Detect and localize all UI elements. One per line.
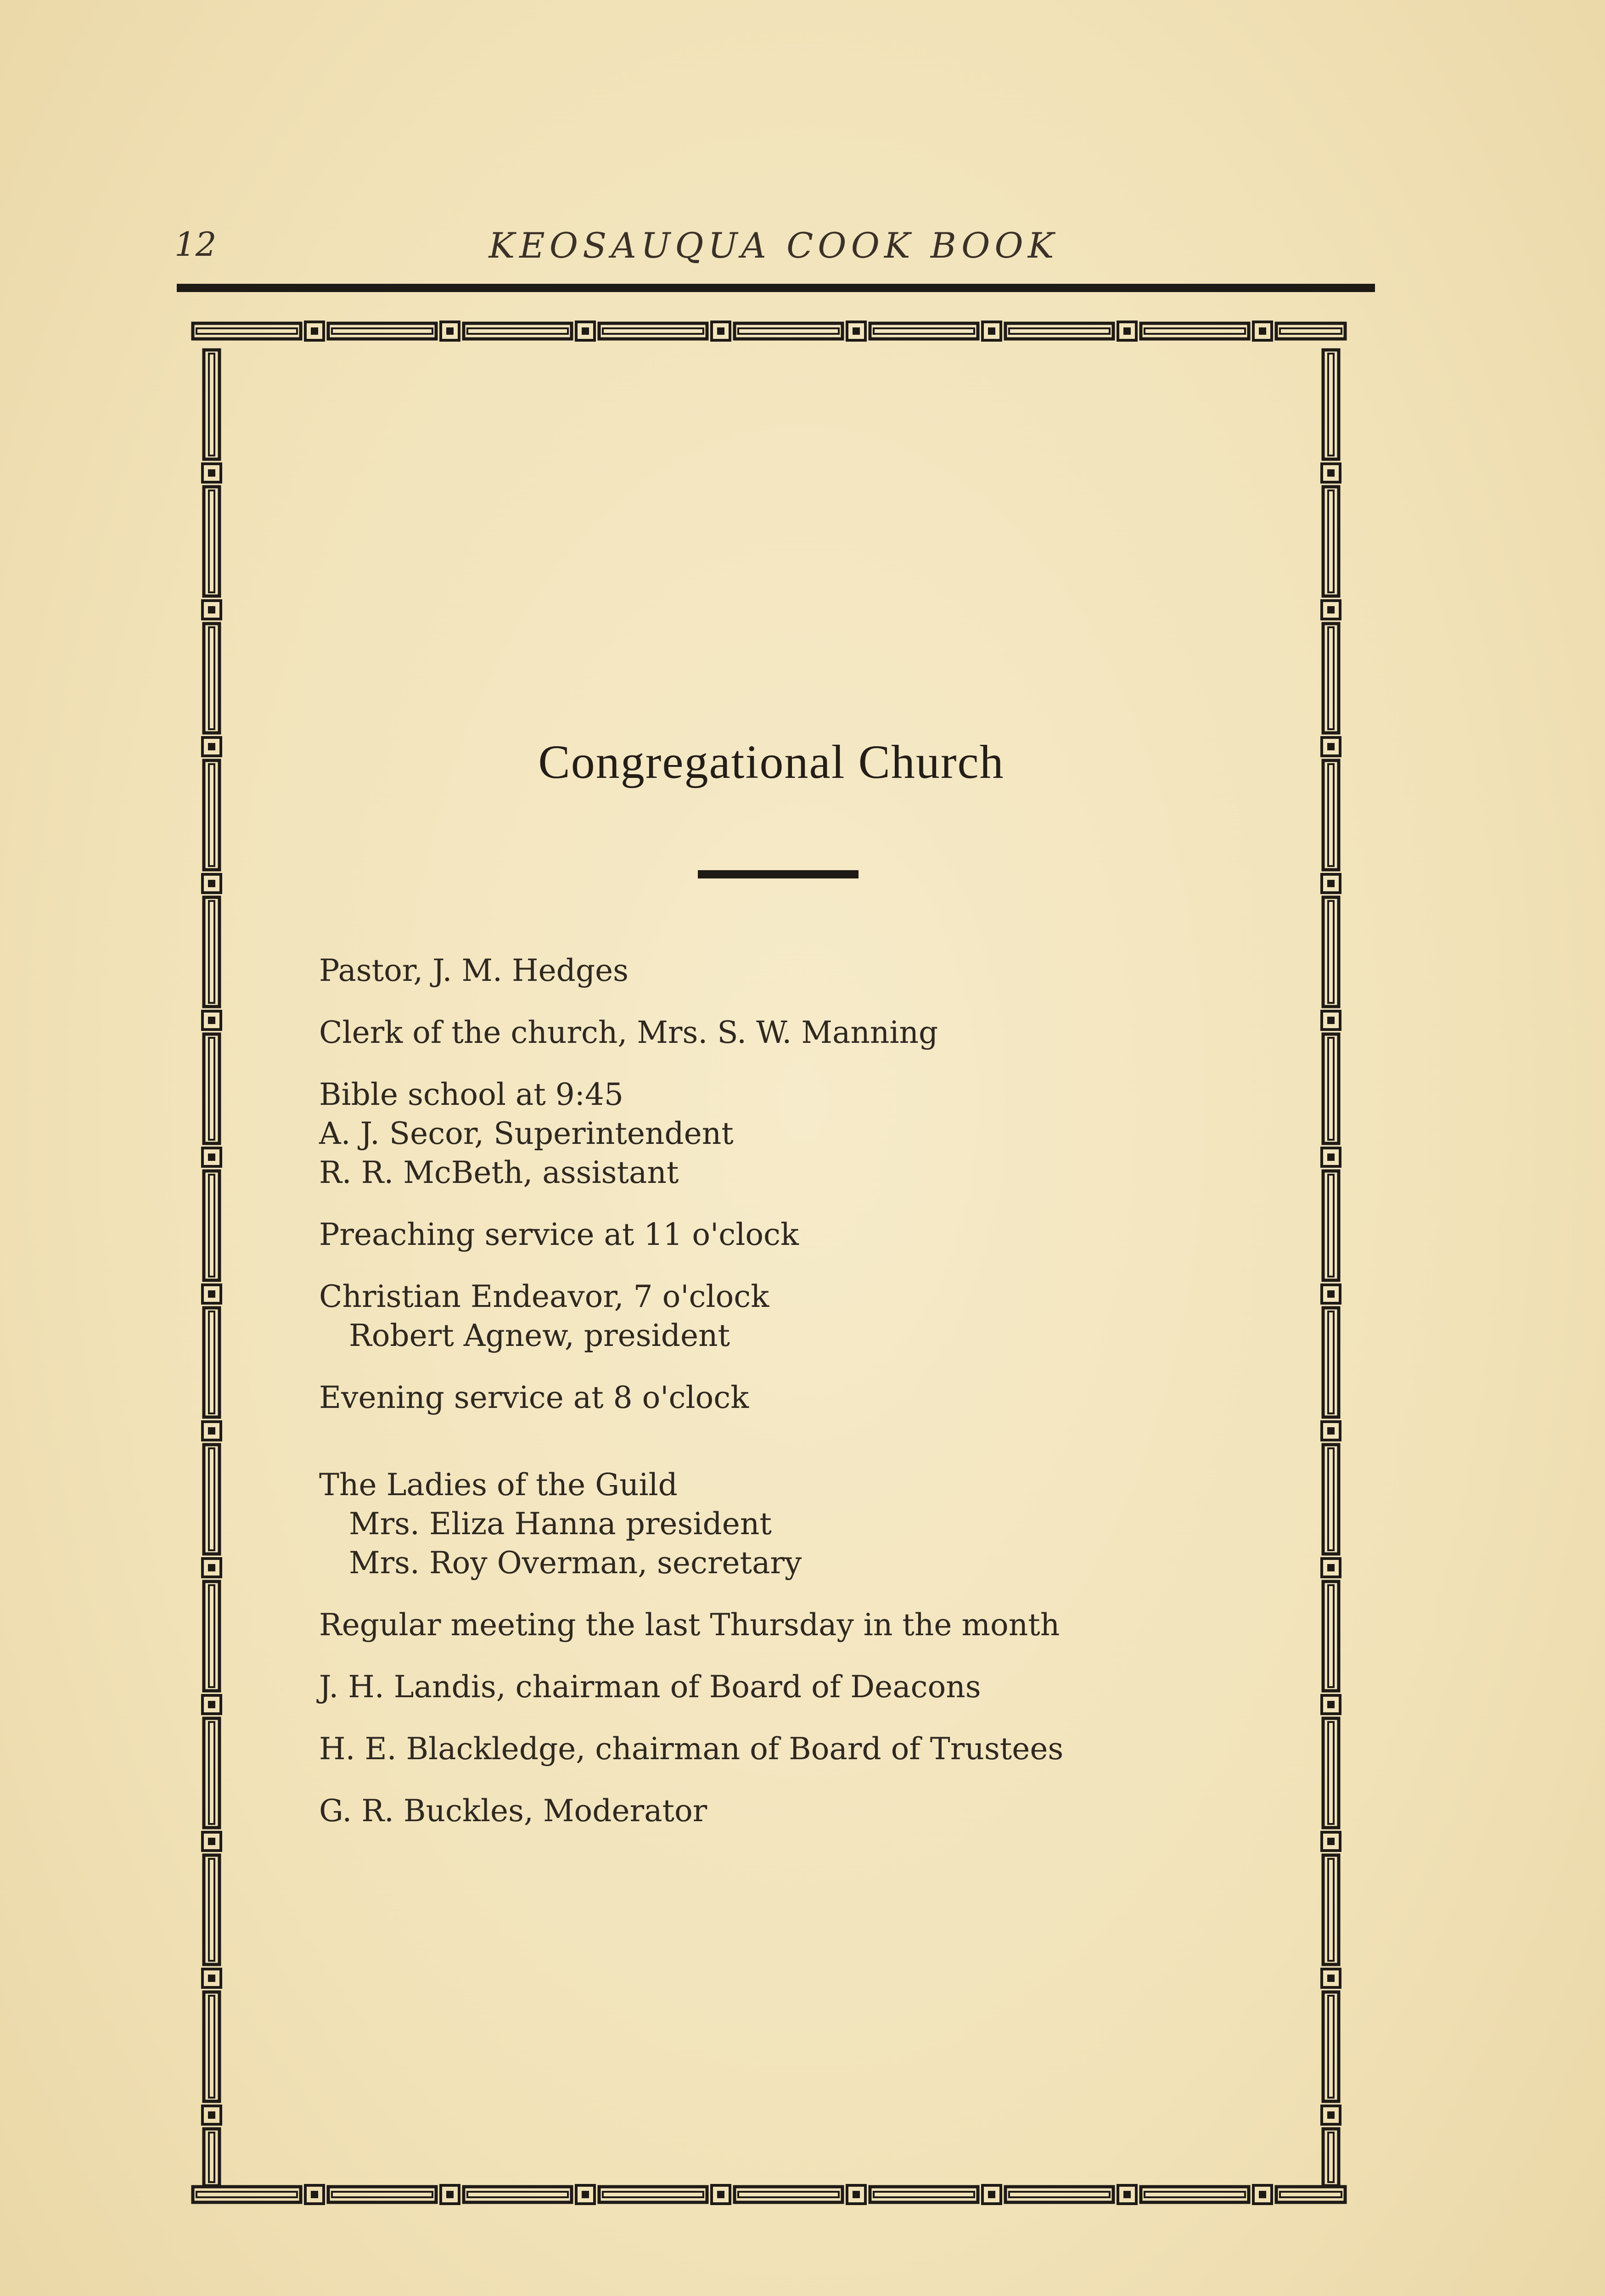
preaching-line: Preaching service at 11 o'clock: [319, 1217, 799, 1252]
clerk-line: Clerk of the church, Mrs. S. W. Manning: [319, 1015, 938, 1050]
pastor-line: Pastor, J. M. Hedges: [319, 953, 629, 988]
moderator-line: G. R. Buckles, Moderator: [319, 1793, 707, 1829]
endeavor-president-line: Robert Agnew, president: [349, 1318, 730, 1353]
heading-rule: [698, 870, 859, 878]
endeavor-line: Christian Endeavor, 7 o'clock: [319, 1279, 769, 1314]
meeting-line: Regular meeting the last Thursday in the month: [319, 1607, 1060, 1643]
guild-secretary-line: Mrs. Roy Overman, secretary: [349, 1545, 802, 1581]
book-title: KEOSAUQUA COOK BOOK: [488, 225, 1059, 266]
guild-line: The Ladies of the Guild: [319, 1467, 678, 1503]
assistant-line: R. R. McBeth, assistant: [319, 1155, 679, 1190]
page-heading: Congregational Church: [538, 736, 1005, 788]
page-number: 12: [174, 225, 217, 264]
bible-school-line: Bible school at 9:45: [319, 1077, 623, 1112]
superintendent-line: A. J. Secor, Superintendent: [319, 1116, 734, 1151]
guild-president-line: Mrs. Eliza Hanna president: [349, 1506, 772, 1542]
deacons-line: J. H. Landis, chairman of Board of Deacons: [319, 1669, 981, 1705]
evening-service-line: Evening service at 8 o'clock: [319, 1380, 749, 1415]
trustees-line: H. E. Blackledge, chairman of Board of Trustees: [319, 1731, 1064, 1767]
